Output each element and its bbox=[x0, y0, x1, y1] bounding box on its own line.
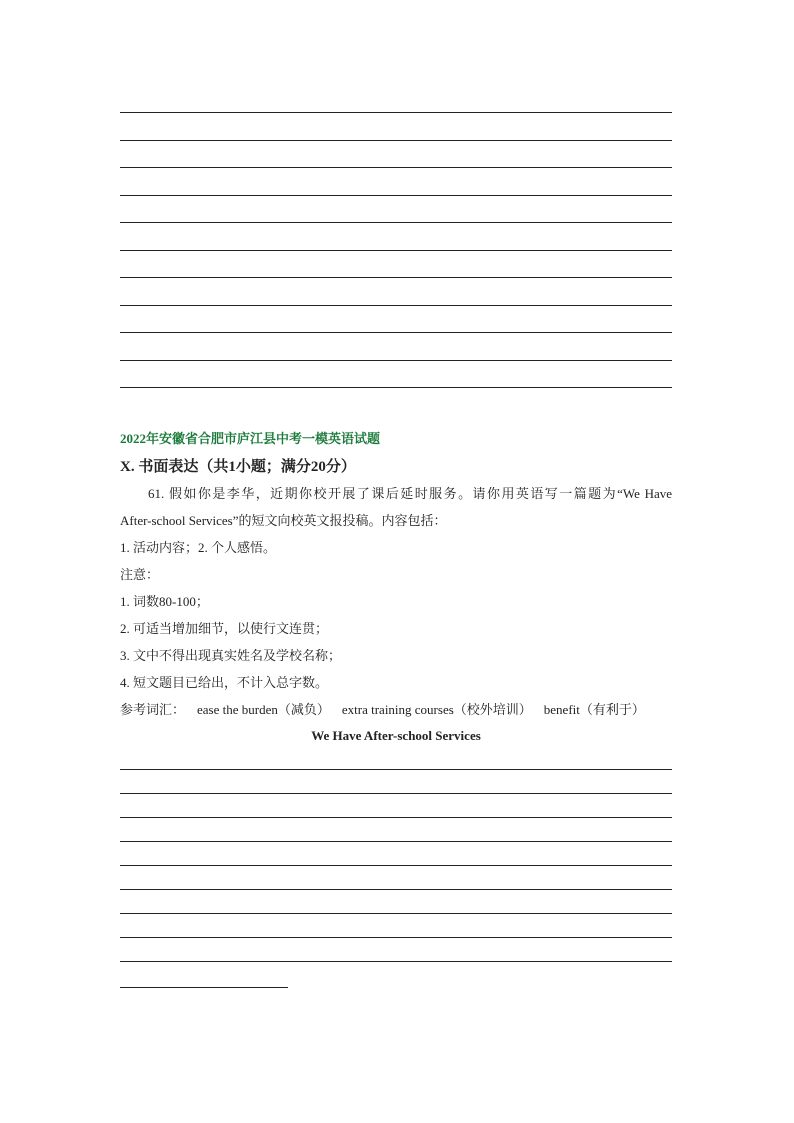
writing-line bbox=[120, 937, 672, 938]
essay-title: We Have After-school Services bbox=[311, 728, 481, 743]
writing-line bbox=[120, 112, 672, 113]
note-item: 4. 短文题目已给出，不计入总字数。 bbox=[120, 675, 329, 690]
footnote-rule bbox=[120, 987, 288, 988]
writing-line bbox=[120, 277, 672, 278]
writing-line bbox=[120, 140, 672, 141]
note-item: 2. 可适当增加细节，以使行文连贯； bbox=[120, 621, 329, 636]
writing-line bbox=[120, 167, 672, 168]
reference-vocab bbox=[120, 696, 672, 723]
writing-line bbox=[120, 841, 672, 842]
writing-line bbox=[120, 305, 672, 306]
writing-line bbox=[120, 360, 672, 361]
section-heading: X. 书面表达（共1小题；满分20分） bbox=[120, 459, 356, 475]
writing-line bbox=[120, 222, 672, 223]
answer-lines-essay bbox=[120, 769, 672, 985]
note-item: 1. 词数80-100； bbox=[120, 594, 209, 609]
prompt-contents: 1. 活动内容；2. 个人感悟。 bbox=[120, 540, 277, 555]
writing-line bbox=[120, 889, 672, 890]
prompt-block bbox=[120, 480, 672, 723]
writing-line bbox=[120, 332, 672, 333]
writing-line bbox=[120, 913, 672, 914]
writing-line bbox=[120, 817, 672, 818]
writing-line bbox=[120, 961, 672, 962]
answer-lines-previous bbox=[120, 112, 672, 415]
prompt-line-1: 61. 假如你是李华，近期你校开展了课后延时服务。请你用英语写一篇题为“We Have bbox=[148, 486, 672, 501]
vocab-item: ease the burden（减负） bbox=[197, 702, 330, 717]
writing-line bbox=[120, 865, 672, 866]
prompt-line-2: After-school Services”的短文向校英文报投稿。内容包括： bbox=[120, 513, 447, 528]
writing-line bbox=[120, 250, 672, 251]
vocab-item: benefit（有利于） bbox=[543, 702, 645, 717]
note-item: 3. 文中不得出现真实姓名及学校名称； bbox=[120, 648, 342, 663]
vocab-item: extra training courses（校外培训） bbox=[341, 702, 532, 717]
source-title: 2022年安徽省合肥市庐江县中考一模英语试题 bbox=[120, 431, 381, 446]
writing-line bbox=[120, 793, 672, 794]
writing-line bbox=[120, 195, 672, 196]
vocab-label: 参考词汇： bbox=[120, 702, 186, 717]
notes-label: 注意： bbox=[120, 567, 160, 582]
writing-line bbox=[120, 387, 672, 388]
writing-line bbox=[120, 769, 672, 770]
